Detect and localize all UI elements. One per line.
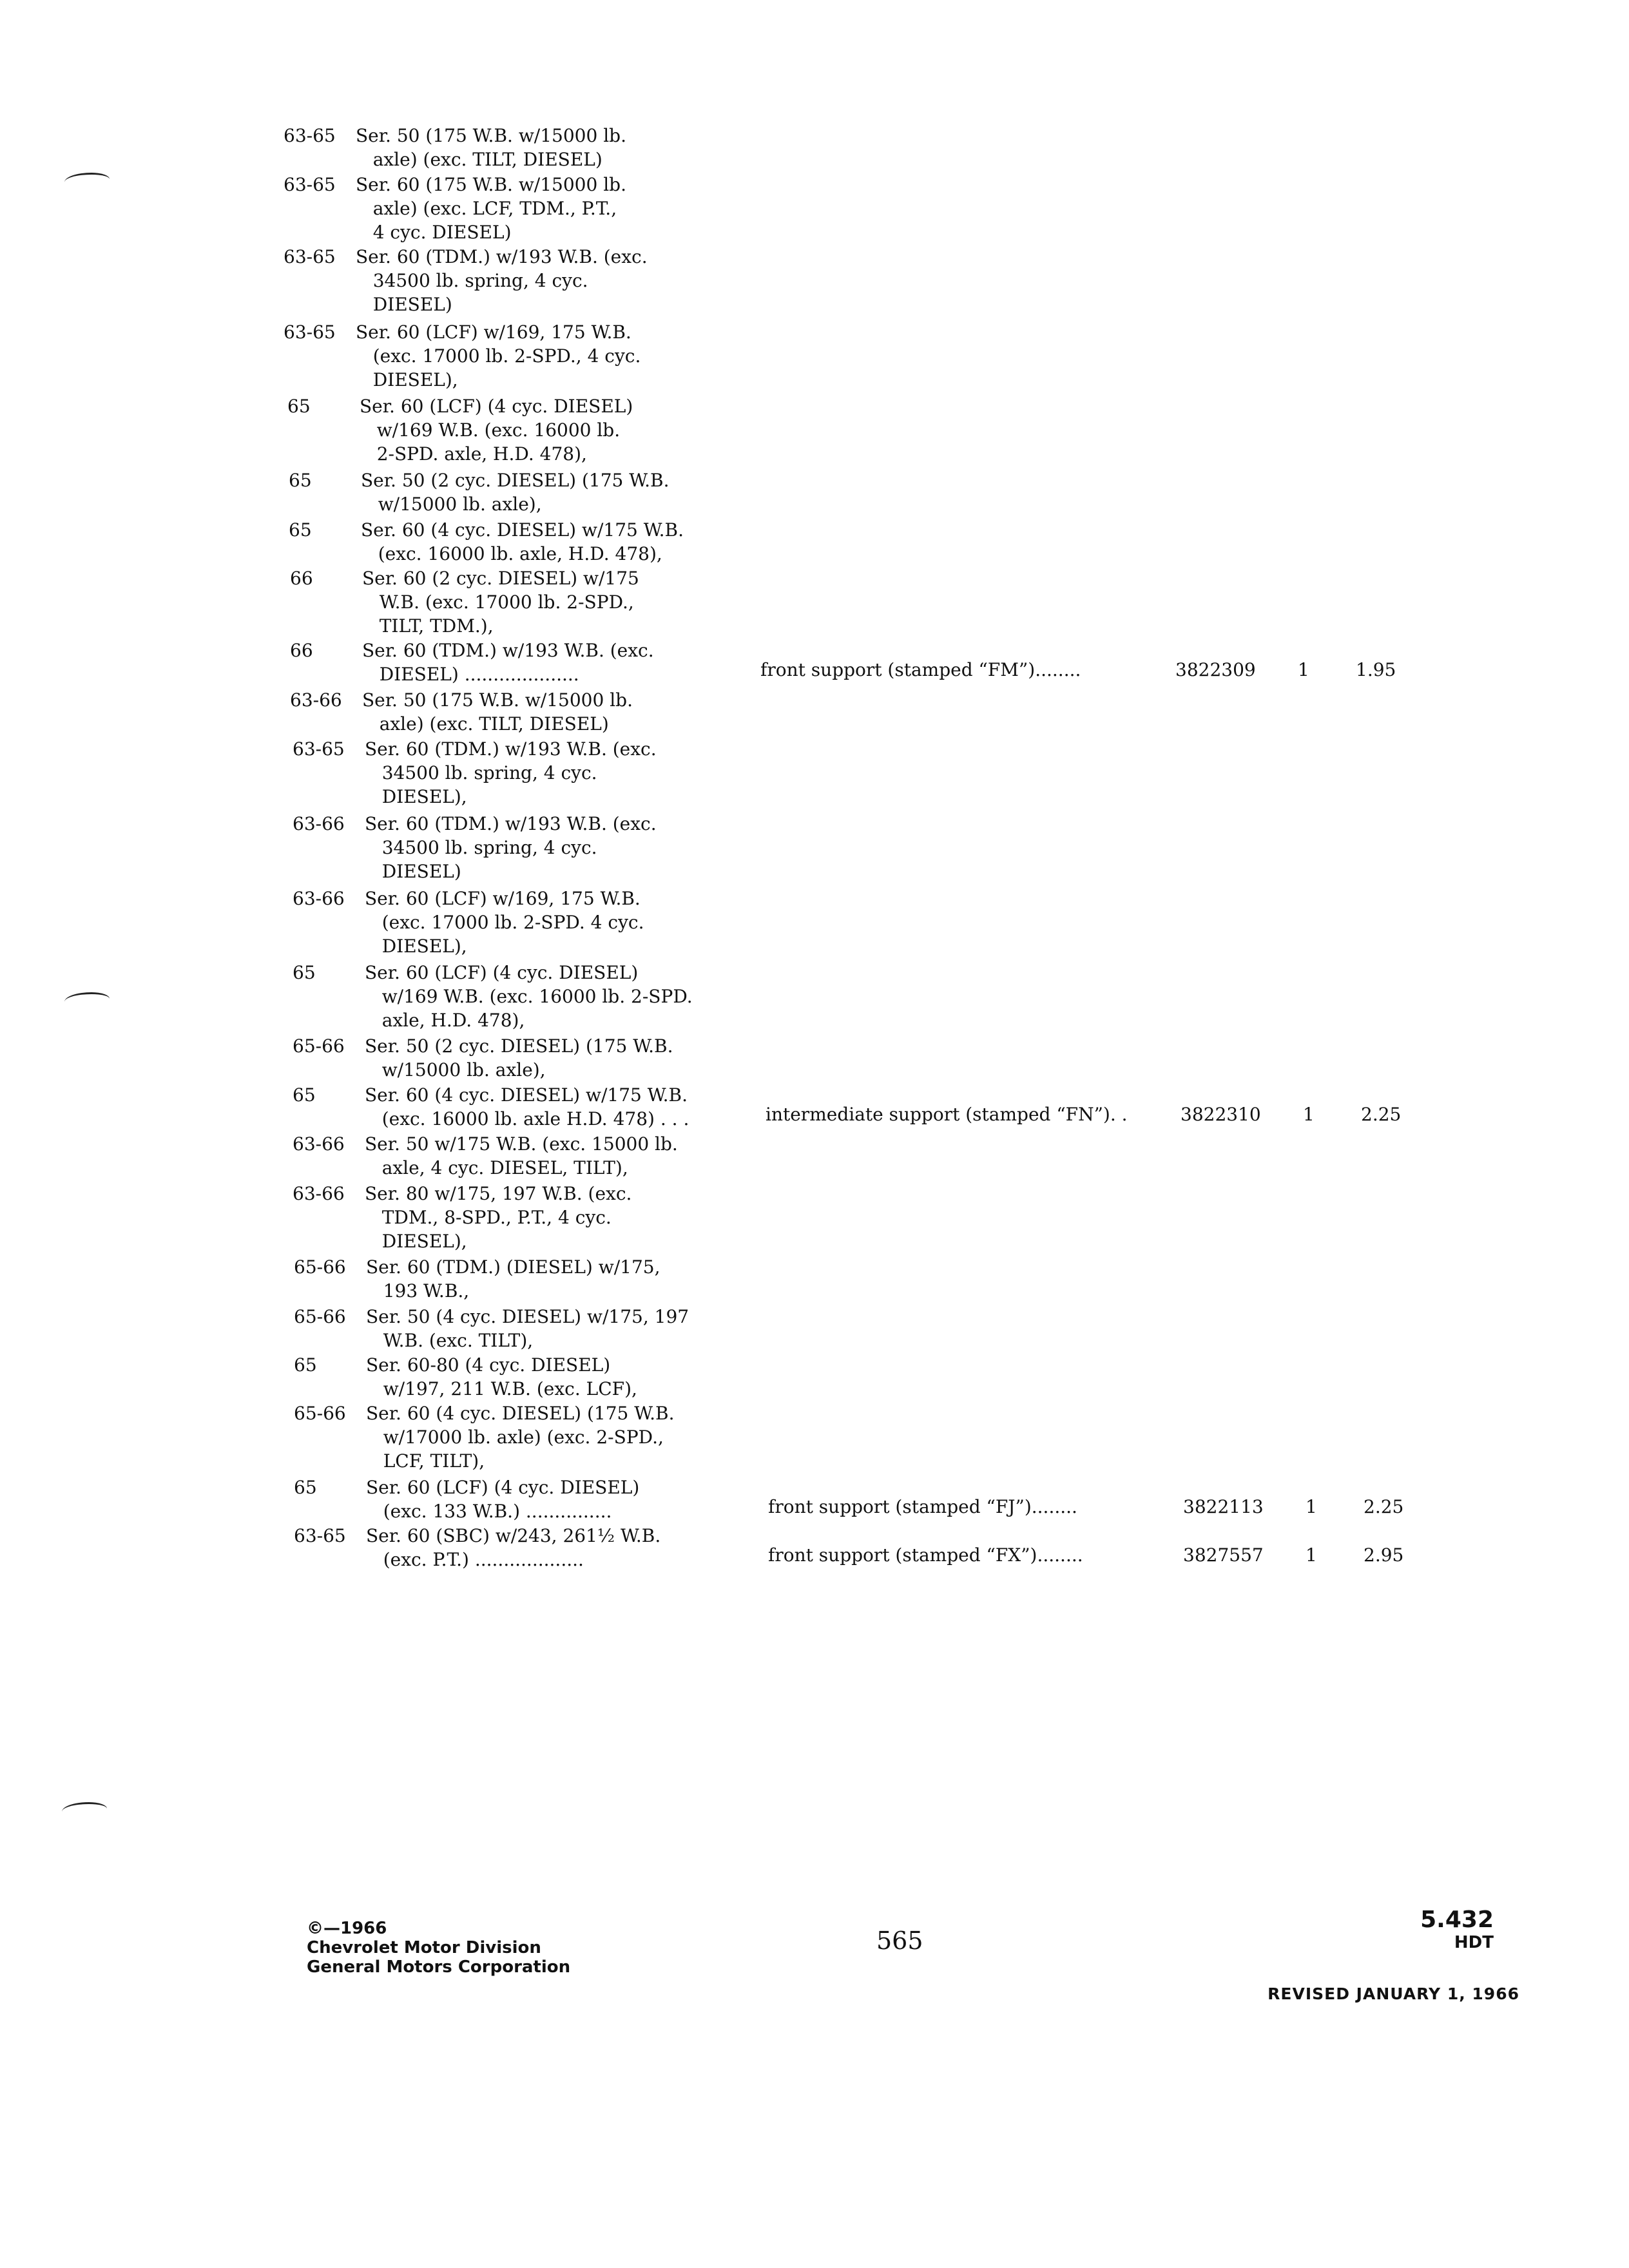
application-text	[365, 887, 764, 958]
application-text	[356, 173, 755, 244]
application-line: Ser. 50 (175 W.B. w/15000 lb.	[356, 125, 626, 146]
application-line: W.B. (exc. TILT),	[366, 1330, 534, 1351]
application-line: TILT, TDM.),	[362, 615, 494, 637]
application-line: Ser. 50 w/175 W.B. (exc. 15000 lb.	[365, 1133, 678, 1155]
application-line: Ser. 50 (2 cyc. DIESEL) (175 W.B.	[361, 470, 670, 491]
application-line: Ser. 60 (175 W.B. w/15000 lb.	[356, 174, 626, 195]
application-line: axle) (exc. TILT, DIESEL)	[356, 149, 602, 170]
application-line: axle) (exc. LCF, TDM., P.T.,	[356, 198, 617, 219]
part-number: 3822113	[1183, 1496, 1264, 1517]
part-description: front support (stamped “FJ”)........	[768, 1496, 1077, 1517]
application-line: LCF, TILT),	[366, 1450, 485, 1472]
application-text	[362, 639, 762, 686]
application-text	[361, 518, 760, 566]
application-line: w/169 W.B. (exc. 16000 lb. 2-SPD.	[365, 986, 693, 1007]
application-line: axle, H.D. 478),	[365, 1010, 525, 1031]
application-line: w/15000 lb. axle),	[365, 1059, 546, 1081]
part-quantity: 1	[1303, 1104, 1315, 1125]
application-text	[365, 812, 764, 883]
division-line: Chevrolet Motor Division	[307, 1938, 541, 1957]
application-line: Ser. 60 (TDM.) w/193 W.B. (exc.	[362, 640, 654, 661]
part-description: front support (stamped “FX”)........	[768, 1544, 1083, 1566]
application-line: 34500 lb. spring, 4 cyc.	[365, 762, 597, 783]
application-line: Ser. 80 w/175, 197 W.B. (exc.	[365, 1183, 632, 1204]
application-text	[366, 1305, 766, 1352]
model-year: 65	[293, 1084, 316, 1106]
model-year: 65	[287, 396, 311, 417]
section-number: 5.432	[1420, 1907, 1494, 1933]
application-line: Ser. 60 (SBC) w/243, 261½ W.B.	[366, 1525, 661, 1546]
application-line: TDM., 8-SPD., P.T., 4 cyc.	[365, 1207, 612, 1228]
application-line: axle, 4 cyc. DIESEL, TILT),	[365, 1157, 628, 1178]
application-text	[356, 320, 755, 392]
part-quantity: 1	[1306, 1496, 1317, 1517]
application-line: w/197, 211 W.B. (exc. LCF),	[366, 1378, 637, 1399]
application-line: Ser. 60 (TDM.) (DIESEL) w/175,	[366, 1256, 660, 1278]
application-text	[356, 245, 755, 316]
part-number: 3827557	[1183, 1544, 1264, 1566]
application-line: (exc. 17000 lb. 2-SPD. 4 cyc.	[365, 912, 644, 933]
section-code: HDT	[1454, 1933, 1494, 1952]
model-year: 66	[290, 640, 313, 661]
application-text	[366, 1353, 766, 1401]
part-price: 2.25	[1364, 1496, 1404, 1517]
application-line: DIESEL)	[356, 294, 452, 315]
model-year: 65-66	[293, 1035, 345, 1057]
application-text	[365, 1132, 764, 1180]
part-number: 3822310	[1181, 1104, 1261, 1125]
application-line: Ser. 60 (4 cyc. DIESEL) w/175 W.B.	[365, 1084, 688, 1106]
application-text	[366, 1475, 766, 1523]
part-price: 2.25	[1361, 1104, 1402, 1125]
model-year: 63-66	[290, 689, 342, 711]
application-text	[362, 566, 762, 638]
application-line: Ser. 60 (LCF) w/169, 175 W.B.	[365, 888, 641, 909]
application-text	[365, 1034, 764, 1082]
application-line: (exc. 16000 lb. axle H.D. 478) . . .	[365, 1108, 689, 1129]
application-line: 2-SPD. axle, H.D. 478),	[360, 443, 587, 465]
application-text	[356, 124, 755, 171]
model-year: 63-65	[294, 1525, 346, 1546]
model-year: 63-65	[293, 738, 345, 760]
application-line: Ser. 60 (2 cyc. DIESEL) w/175	[362, 568, 639, 589]
application-line: Ser. 60 (LCF) (4 cyc. DIESEL)	[366, 1477, 640, 1498]
part-quantity: 1	[1306, 1544, 1317, 1566]
model-year: 65-66	[294, 1256, 346, 1278]
application-line: Ser. 50 (4 cyc. DIESEL) w/175, 197	[366, 1306, 689, 1327]
application-line: 34500 lb. spring, 4 cyc.	[356, 270, 588, 291]
model-year: 63-66	[293, 1133, 345, 1155]
application-line: DIESEL),	[356, 369, 458, 390]
application-text	[366, 1401, 766, 1473]
application-line: axle) (exc. TILT, DIESEL)	[362, 713, 609, 735]
model-year: 65-66	[294, 1306, 346, 1327]
model-year: 65	[294, 1477, 317, 1498]
model-year: 63-65	[284, 125, 336, 146]
binder-mark-top	[64, 173, 110, 189]
application-line: (exc. 16000 lb. axle, H.D. 478),	[361, 543, 662, 564]
application-line: Ser. 60 (LCF) (4 cyc. DIESEL)	[365, 962, 639, 983]
application-text	[361, 468, 760, 516]
model-year: 63-66	[293, 888, 345, 909]
copyright-block	[307, 1919, 570, 1977]
application-line: Ser. 60 (LCF) w/169, 175 W.B.	[356, 322, 631, 343]
application-line: DIESEL),	[365, 786, 467, 807]
part-price: 2.95	[1364, 1544, 1404, 1566]
application-text	[365, 961, 764, 1032]
corporation-line: General Motors Corporation	[307, 1957, 571, 1977]
application-line: (exc. 17000 lb. 2-SPD., 4 cyc.	[356, 345, 641, 367]
model-year: 66	[290, 568, 313, 589]
application-line: 193 W.B.,	[366, 1280, 470, 1302]
copyright-line: ©—1966	[307, 1919, 387, 1938]
application-text	[366, 1255, 766, 1303]
application-line: DIESEL)	[365, 861, 461, 882]
application-line: Ser. 50 (2 cyc. DIESEL) (175 W.B.	[365, 1035, 673, 1057]
application-line: W.B. (exc. 17000 lb. 2-SPD.,	[362, 591, 634, 613]
application-line: Ser. 60 (TDM.) w/193 W.B. (exc.	[356, 246, 648, 267]
application-line: w/15000 lb. axle),	[361, 494, 542, 515]
section-label	[1420, 1907, 1494, 1952]
application-line: Ser. 60-80 (4 cyc. DIESEL)	[366, 1354, 611, 1376]
application-line: w/169 W.B. (exc. 16000 lb.	[360, 419, 621, 441]
application-line: DIESEL),	[365, 1231, 467, 1252]
revised-date: REVISED JANUARY 1, 1966	[1268, 1984, 1519, 2003]
application-line: 4 cyc. DIESEL)	[356, 222, 512, 243]
part-price: 1.95	[1356, 659, 1396, 680]
application-line: DIESEL) ....................	[362, 664, 579, 685]
application-text	[366, 1524, 766, 1571]
model-year: 63-66	[293, 813, 345, 834]
page-number: 565	[876, 1927, 923, 1955]
model-year: 63-65	[284, 174, 336, 195]
application-line: Ser. 60 (TDM.) w/193 W.B. (exc.	[365, 813, 657, 834]
model-year: 65	[293, 962, 316, 983]
application-line: (exc. 133 W.B.) ...............	[366, 1501, 612, 1522]
model-year: 65	[294, 1354, 317, 1376]
application-text	[360, 394, 759, 466]
application-line: (exc. P.T.) ...................	[366, 1549, 584, 1570]
model-year: 63-65	[284, 246, 336, 267]
part-description: intermediate support (stamped “FN”). .	[766, 1104, 1128, 1125]
application-line: w/17000 lb. axle) (exc. 2-SPD.,	[366, 1427, 664, 1448]
model-year: 63-66	[293, 1183, 345, 1204]
part-number: 3822309	[1175, 659, 1256, 680]
application-line: Ser. 60 (LCF) (4 cyc. DIESEL)	[360, 396, 633, 417]
application-line: Ser. 60 (TDM.) w/193 W.B. (exc.	[365, 738, 657, 760]
application-line: DIESEL),	[365, 936, 467, 957]
model-year: 65	[289, 519, 312, 541]
application-line: 34500 lb. spring, 4 cyc.	[365, 837, 597, 858]
application-line: Ser. 50 (175 W.B. w/15000 lb.	[362, 689, 633, 711]
application-line: Ser. 60 (4 cyc. DIESEL) (175 W.B.	[366, 1403, 675, 1424]
binder-mark-middle	[64, 992, 110, 1008]
application-line: Ser. 60 (4 cyc. DIESEL) w/175 W.B.	[361, 519, 684, 541]
model-year: 65	[289, 470, 312, 491]
application-text	[365, 1182, 764, 1253]
application-text	[362, 688, 762, 736]
model-year: 65-66	[294, 1403, 346, 1424]
part-description: front support (stamped “FM”)........	[760, 659, 1081, 680]
application-text	[365, 1083, 764, 1131]
model-year: 63-65	[284, 322, 336, 343]
part-quantity: 1	[1298, 659, 1309, 680]
application-text	[365, 737, 764, 809]
binder-mark-bottom	[62, 1802, 107, 1818]
